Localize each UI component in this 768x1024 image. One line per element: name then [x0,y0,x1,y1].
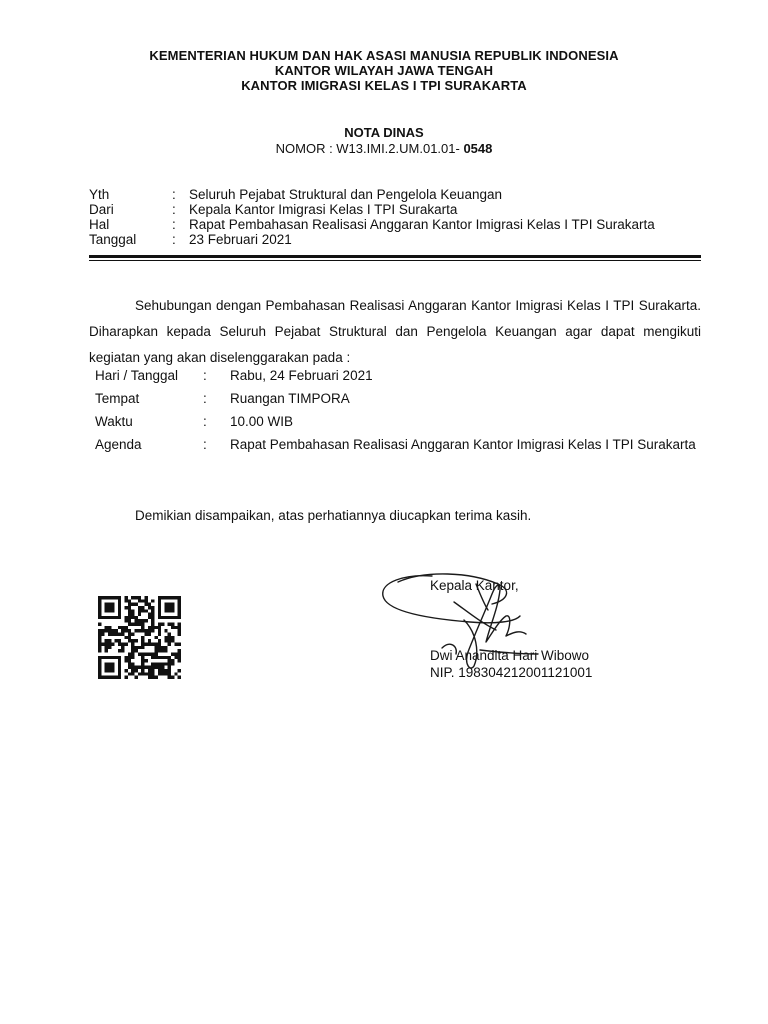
detail-value: Rabu, 24 Februari 2021 [230,368,373,383]
letterhead-regional-office: KANTOR WILAYAH JAWA TENGAH [274,63,494,78]
signatory-position: Kepala Kantor, [430,578,519,593]
meta-label: Dari [89,202,114,217]
meta-colon: : [172,187,176,202]
detail-colon: : [203,368,207,383]
detail-row-time [95,410,700,433]
meta-value: 23 Februari 2021 [189,232,292,247]
detail-value: 10.00 WIB [230,414,294,429]
meta-colon: : [172,217,176,232]
memo-meta [89,187,655,247]
detail-label: Hari / Tanggal [95,368,179,383]
detail-row-agenda [95,433,700,456]
letterhead-ministry: KEMENTERIAN HUKUM DAN HAK ASASI MANUSIA REPUBLIK INDONESIA [149,48,619,63]
meta-value: Rapat Pembahasan Realisasi Anggaran Kantor Imigrasi Kelas I TPI Surakarta [189,217,655,232]
detail-value: Rapat Pembahasan Realisasi Anggaran Kantor Imigrasi Kelas I TPI Surakarta [230,437,696,452]
document-number-suffix: 0548 [463,141,493,156]
detail-label: Tempat [95,391,140,406]
body-paragraph [89,293,701,371]
divider-thin [89,260,701,261]
meta-colon: : [172,232,176,247]
meta-row-subject [89,217,655,232]
detail-label: Waktu [95,414,133,429]
document-title [0,125,768,157]
divider-thick [89,255,701,258]
meta-value: Kepala Kantor Imigrasi Kelas I TPI Surakarta [189,202,458,217]
document-number-prefix: NOMOR : W13.IMI.2.UM.01.01- [275,141,464,156]
detail-colon: : [203,414,207,429]
meta-label: Yth [89,187,110,202]
meta-label: Tanggal [89,232,137,247]
letterhead-office: KANTOR IMIGRASI KELAS I TPI SURAKARTA [241,78,527,93]
detail-colon: : [203,437,207,452]
closing-line: Demikian disampaikan, atas perhatiannya diucapkan terima kasih. [135,508,532,523]
letterhead [0,48,768,93]
meta-value: Seluruh Pejabat Struktural dan Pengelola Keuangan [189,187,502,202]
qr-code [98,596,181,679]
meta-label: Hal [89,217,110,232]
signatory-nip: NIP. 198304212001121001 [430,665,593,680]
detail-colon: : [203,391,207,406]
meta-colon: : [172,202,176,217]
meta-row-recipient [89,187,655,202]
meta-row-sender [89,202,655,217]
handwritten-signature [380,560,680,700]
document-type: NOTA DINAS [344,125,424,140]
signature-block [380,560,680,700]
signatory-name: Dwi Anandita Hari Wibowo [430,648,590,663]
body-paragraph-text: Sehubungan dengan Pembahasan Realisasi Anggaran Kantor Imigrasi Kelas I TPI Surakarta. Diharapkan kepada Seluruh Pejabat Struktural dan Pengelola Keuangan agar dapat mengikuti kegiatan yang akan diselenggarakan pada : [89,298,701,365]
meta-row-date [89,232,655,247]
detail-value: Ruangan TIMPORA [230,391,350,406]
event-details [95,364,700,456]
detail-row-place [95,387,700,410]
detail-row-date [95,364,700,387]
document-number [0,141,768,157]
detail-label: Agenda [95,437,142,452]
